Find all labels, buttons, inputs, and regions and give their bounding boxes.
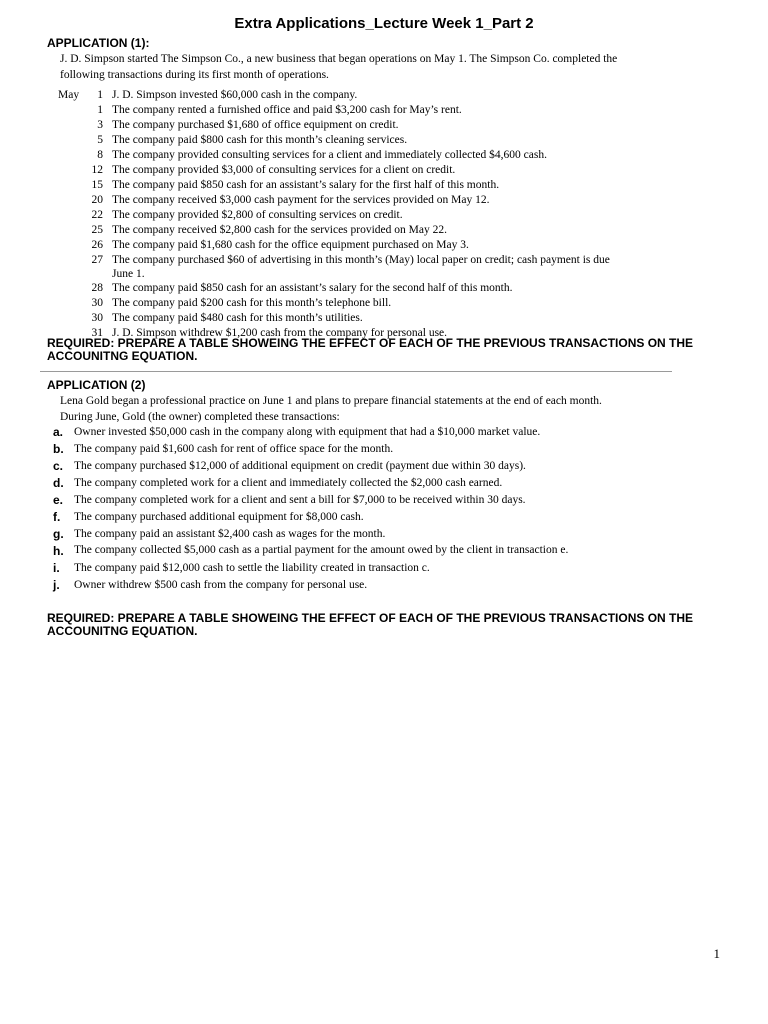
item-letter: a. — [53, 425, 64, 439]
list-item — [53, 526, 613, 543]
transaction-text: The company provided consulting services for a client and immediately collected $4,600 cash. — [112, 149, 547, 161]
item-letter: h. — [53, 544, 64, 558]
transaction-row — [58, 88, 628, 103]
item-letter: g. — [53, 527, 64, 541]
transaction-text: The company provided $2,800 of consulting services on credit. — [112, 209, 403, 221]
transaction-row — [58, 311, 628, 326]
transaction-text: The company purchased $60 of advertising in this month’s (May) local paper on credit; cash payment is due June 1. — [112, 254, 610, 280]
transaction-day: 15 — [91, 179, 103, 191]
list-item — [53, 577, 613, 594]
application-2-transactions — [53, 424, 613, 594]
application-2-required: REQUIRED: PREPARE A TABLE SHOWEING THE EFFECT OF EACH OF THE PREVIOUS TRANSACTIONS ON THE ACCOUNITNG EQUATION. — [47, 611, 694, 638]
transaction-day: 30 — [91, 312, 103, 324]
transaction-row — [58, 253, 628, 281]
transaction-month — [58, 178, 83, 193]
list-item — [53, 475, 613, 492]
page-number: 1 — [713, 946, 720, 961]
transaction-row — [58, 296, 628, 311]
page-title: Extra Applications_Lecture Week 1_Part 2 — [234, 15, 534, 32]
item-text: The company collected $5,000 cash as a partial payment for the amount owed by the client in transaction e. — [74, 544, 569, 556]
item-text: The company paid $1,600 cash for rent of office space for the month. — [74, 443, 394, 455]
item-text: The company paid an assistant $2,400 cash as wages for the month. — [74, 528, 386, 540]
transaction-month — [58, 118, 83, 133]
transaction-month — [58, 148, 83, 163]
transaction-day: 8 — [97, 149, 103, 161]
transaction-row — [58, 223, 628, 238]
transaction-month — [58, 296, 83, 311]
application-1-heading: APPLICATION (1): — [47, 36, 150, 50]
transaction-day: 3 — [97, 119, 103, 131]
transaction-month — [58, 223, 83, 238]
transaction-month — [58, 253, 83, 281]
transaction-row — [58, 148, 628, 163]
transaction-text: The company paid $800 cash for this month’s cleaning services. — [112, 134, 408, 146]
list-item — [53, 492, 613, 509]
transaction-month — [58, 163, 83, 178]
transaction-text: The company paid $850 cash for an assistant’s salary for the first half of this month. — [112, 179, 500, 191]
transaction-day: 27 — [91, 254, 103, 266]
list-item — [53, 560, 613, 577]
transaction-row — [58, 208, 628, 223]
list-item — [53, 424, 613, 441]
item-letter: c. — [53, 459, 64, 473]
list-item — [53, 543, 613, 560]
item-text: The company purchased $12,000 of additional equipment on credit (payment due within 30 days). — [74, 460, 526, 472]
item-letter: d. — [53, 476, 64, 490]
section-divider — [40, 371, 672, 372]
transaction-row — [58, 281, 628, 296]
item-text: Owner withdrew $500 cash from the company for personal use. — [74, 579, 368, 591]
list-item — [53, 441, 613, 458]
transaction-day: 5 — [97, 134, 103, 146]
transaction-day: 22 — [91, 209, 103, 221]
application-2-intro: Lena Gold began a professional practice on June 1 and plans to prepare financial statements at the end of each month. During June, Gold (the owner) completed these transactions: — [60, 395, 602, 423]
transaction-text: J. D. Simpson invested $60,000 cash in the company. — [112, 89, 358, 101]
application-1-transactions — [58, 88, 628, 341]
item-text: The company completed work for a client and immediately collected the $2,000 cash earned. — [74, 477, 503, 489]
transaction-day: 1 — [97, 89, 103, 101]
transaction-text: The company paid $850 cash for an assistant’s salary for the second half of this month. — [112, 282, 513, 294]
transaction-day: 28 — [91, 282, 103, 294]
transaction-month: May — [58, 89, 80, 101]
item-letter: j. — [53, 578, 60, 592]
transaction-text: The company purchased $1,680 of office equipment on credit. — [112, 119, 399, 131]
item-letter: i. — [53, 561, 60, 575]
transaction-day: 26 — [91, 239, 103, 251]
item-text: The company completed work for a client and sent a bill for $7,000 to be received within 30 days. — [74, 494, 526, 506]
transaction-month — [58, 103, 83, 118]
transaction-day: 20 — [91, 194, 103, 206]
transaction-day: 25 — [91, 224, 103, 236]
transaction-text: The company rented a furnished office and paid $3,200 cash for May’s rent. — [112, 104, 462, 116]
transaction-day: 30 — [91, 297, 103, 309]
transaction-row — [58, 163, 628, 178]
list-item — [53, 509, 613, 526]
transaction-month — [58, 208, 83, 223]
transaction-text: The company paid $200 cash for this month’s telephone bill. — [112, 297, 392, 309]
transaction-row — [58, 103, 628, 118]
transaction-row — [58, 118, 628, 133]
item-letter: e. — [53, 493, 64, 507]
transaction-text: The company received $2,800 cash for the services provided on May 22. — [112, 224, 447, 236]
transaction-row — [58, 178, 628, 193]
item-text: The company purchased additional equipment for $8,000 cash. — [74, 511, 364, 523]
transaction-text: The company paid $480 cash for this month’s utilities. — [112, 312, 363, 324]
transaction-day: 31 — [91, 327, 103, 339]
item-text: Owner invested $50,000 cash in the company along with equipment that had a $10,000 market value. — [74, 426, 541, 438]
transaction-day: 1 — [97, 104, 103, 116]
application-2-heading: APPLICATION (2) — [47, 378, 146, 392]
item-text: The company paid $12,000 cash to settle the liability created in transaction c. — [74, 562, 430, 574]
transaction-month — [58, 238, 83, 253]
transaction-row — [58, 193, 628, 208]
item-letter: b. — [53, 442, 64, 456]
transaction-month — [58, 193, 83, 208]
transaction-text: The company paid $1,680 cash for the office equipment purchased on May 3. — [112, 239, 469, 251]
list-item — [53, 458, 613, 475]
transaction-text: The company provided $3,000 of consulting services for a client on credit. — [112, 164, 456, 176]
transaction-text: J. D. Simpson withdrew $1,200 cash from the company for personal use. — [112, 327, 448, 339]
transaction-month — [58, 281, 83, 296]
transaction-row — [58, 133, 628, 148]
transaction-row — [58, 238, 628, 253]
transaction-month — [58, 133, 83, 148]
transaction-day: 12 — [91, 164, 103, 176]
application-1-required: REQUIRED: PREPARE A TABLE SHOWEING THE EFFECT OF EACH OF THE PREVIOUS TRANSACTIONS ON THE ACCOUNITNG EQUATION. — [47, 336, 694, 363]
transaction-month — [58, 311, 83, 326]
item-letter: f. — [53, 510, 61, 524]
transaction-text: The company received $3,000 cash payment for the services provided on May 12. — [112, 194, 490, 206]
application-1-intro: J. D. Simpson started The Simpson Co., a new business that began operations on May 1. The Simpson Co. completed the following transactions during its first month of operations. — [60, 53, 618, 81]
